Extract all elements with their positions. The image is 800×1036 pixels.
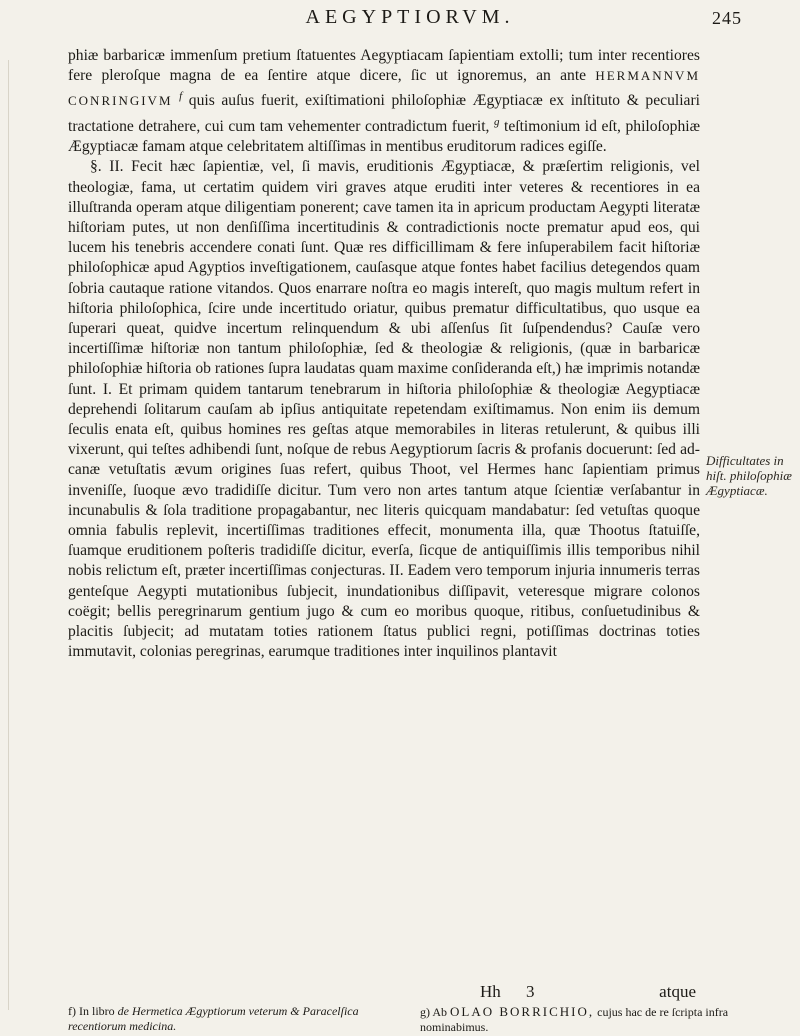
text-run: teſtimonium id eſt, philoſophiæ Ægyptiacæ famam atque celebritatem altiſſimas in mentibus eruditorum radices egiſſe. xyxy=(68,117,700,156)
author-name-small-caps: HERMANNVM CONRINGIVM xyxy=(68,68,700,109)
footnote-g xyxy=(420,1004,740,1035)
footnote-text: cujus hac de re ſcripta infra nominabimus. xyxy=(420,1005,729,1034)
footnote-ref-f: f xyxy=(179,90,183,103)
footnote-text: Ab xyxy=(432,1005,451,1019)
page-number: 245 xyxy=(712,8,742,28)
margin-note: Difficultates in hiſt. philoſophiæ Ægyptiacæ. xyxy=(706,453,792,498)
footnote-mark: g) xyxy=(420,1005,430,1019)
text-run: §. II. Fecit hæc ſapientiæ, vel, ſi mavis, eruditionis Ægyptiacæ, & præſertim religionis, vel theologiæ, fama, ut certatim quidem viri graves atque eruditi inter veteres & recentiores in ea illuſtranda operam atque diligentiam ponerent; cave tamen ita in apricum productam Aegypti literatæ hiſtoriam putes, ut non denſiſſima incertitudinis & contradictionis nocte prematur apud eos, qui lucem his tenebris accendere conati ſunt. Quæ res difficillimam & fere inſuperabilem facit hiſtoriæ philoſophicæ apud Agyptios inveſtigationem, cauſasque atque fontes habet facilius detegendos quam ſobria cautaque ratione vitandos. Quos enarrare noſtra eo magis intereſt, quo magis multum refert in hiſtoria philoſophica, ſcire unde incertitudo oriatur, quibus prematur difficultatibus, quo usque ea ſuperari queat, quidve incertum relinquendum & ubi aſſenſus ſit ſuſpendendus? Cauſæ vero incertiſſimæ hiſtoriæ non tantum philoſophiæ, ſed & theologiæ & religionis, (quæ in barbaricæ philoſophiæ hiſtoria ob rationes ſupra laudatas quam maxime conſideranda eſt,) hæ imprimis notandæ ſunt. I. Et primam quidem tantarum tenebrarum in hiſtoria philoſophiæ & theologiæ Aegyptiacæ deprehendi ſolitarum cauſam ab ipſius antiquitate repetendam exiſtimamus. Non enim iis demum ſeculis enata eſt, quibus homines res geſtas atque memorabiles in literas retulerunt, & quibus illi vixerunt, qui teſtes adhibendi ſunt, noſque de rebus Aegyptiorum ſacris & profanis docuerunt: ſed ad-canæ vetuſtatis ævum origines ſuas refert, quibus Thoot, vel Hermes hanc ſapientiam primus inveniſſe, ſuoque ævo tradidiſſe dicitur. Tum vero non artes tantum atque ſcientiæ verſabantur in incunabulis & ſola traditione propagabantur, nec literis quicquam mandabatur: ſed vetuſtas quoque omnia fabulis replevit, incertiſſimas traditiones effecit, monumenta illa, quæ Thootus ſtatuiſſe, ſuamque eruditionem poſteris tradidiſſe dicitur, everſa, ſicque de antiquiſſimis illis temporibus nihil nobis relictum eſt, præter incertiſſimas conjecturas. II. Eadem vero temporum injuria innumeris terras genteſque Aegypti mutationibus ſubjecit, inundationibus diſſipavit, veteresque migrare colonos coëgit; bellis peregrinarum gentium jugo & cum eo moribus quoque, ritibus, conſuetudinibus & placitis ſubjecit; ad mutatam toties rationem ſtatus publici regni, potiſſimas doctrinas toties immutavit, colonias peregrinas, earumque traditiones inter inquilinos plantavit xyxy=(68,158,700,661)
footnote-title: de Hermetica Ægyptiorum veterum & Paracelſica recentiorum medicina. xyxy=(68,1004,359,1033)
catchword: atque xyxy=(659,982,696,1001)
signature-number: 3 xyxy=(526,982,535,1001)
body-text xyxy=(68,46,700,662)
text-run: quis auſus fuerit, exiſtimationi philoſophiæ Ægyptiacæ ex inſtituto & peculiari tractatione detrahere, cui cum tam vehementer contradictum fuerit, xyxy=(68,92,700,135)
text-run: phiæ barbaricæ immenſum pretium ſtatuentes Aegyptiacam ſapientiam extolli; tum inter recentiores fere pleroſque magna de ea ſentire atque dicere, ſic ut ignoremus, an ante xyxy=(68,47,700,85)
footnote-author-small-caps: OLAO BORRICHIO, xyxy=(450,1004,595,1019)
catchline xyxy=(68,982,700,1002)
footnote-mark: f) xyxy=(68,1004,76,1018)
footnote-f xyxy=(68,1004,388,1034)
footnote-text: In libro xyxy=(79,1004,118,1018)
paragraph-1 xyxy=(68,46,700,157)
page-edge-shadow xyxy=(8,60,9,1010)
footnote-ref-g: g xyxy=(493,115,500,128)
paragraph-2 xyxy=(68,157,700,662)
running-head: AEGYPTIORVM. xyxy=(305,6,515,28)
signature-mark: Hh xyxy=(480,982,501,1001)
